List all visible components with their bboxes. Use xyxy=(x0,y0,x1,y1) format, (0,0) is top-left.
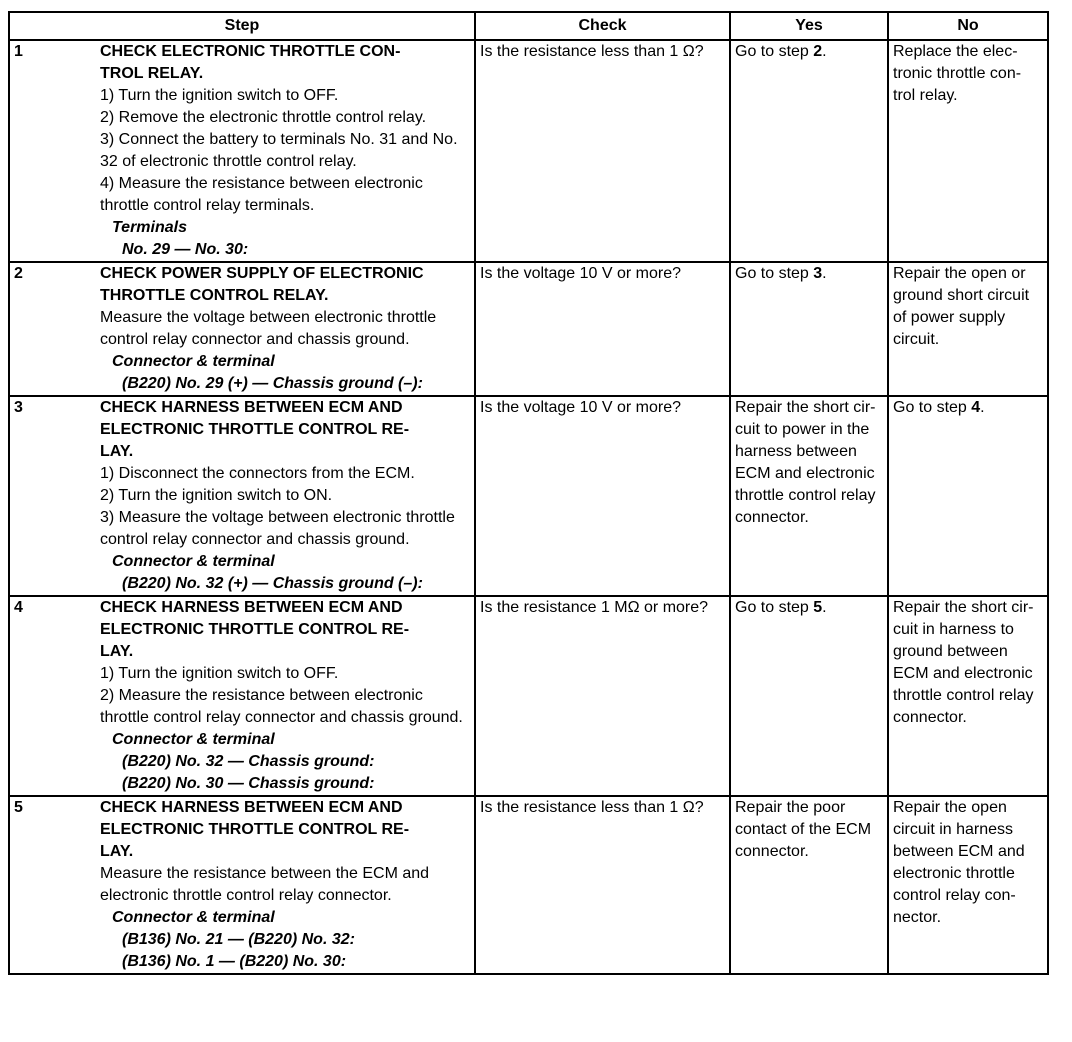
step-title: ELECTRONIC THROTTLE CONTROL RE- xyxy=(100,421,410,438)
step-number: 3 xyxy=(14,399,23,416)
yes-step-ref: 2 xyxy=(813,43,823,60)
yes-cell xyxy=(730,396,888,596)
no-suffix: . xyxy=(980,399,985,416)
step-title: THROTTLE CONTROL RELAY. xyxy=(100,287,329,304)
step-title: LAY. xyxy=(100,643,134,660)
yes-text: Repair the poor contact of the ECM connector. xyxy=(735,799,872,860)
yes-text: Go to step xyxy=(735,599,814,616)
yes-text: Repair the short cir-cuit to power in the harness between ECM and electronic throttle control relay connector. xyxy=(735,399,876,526)
step-title: CHECK HARNESS BETWEEN ECM AND xyxy=(100,399,403,416)
header-no: No xyxy=(888,12,1048,40)
step-number: 5 xyxy=(14,799,23,816)
yes-step-ref: 5 xyxy=(813,599,823,616)
step-instruction: 3) Connect the battery to terminals No. 31 and No. 32 of electronic throttle control relay. xyxy=(100,131,458,170)
step-instruction: 1) Turn the ignition switch to OFF. xyxy=(100,87,339,104)
step-title: ELECTRONIC THROTTLE CONTROL RE- xyxy=(100,821,410,838)
no-step-ref: 4 xyxy=(971,399,981,416)
header-step: Step xyxy=(9,12,475,40)
yes-cell xyxy=(730,796,888,974)
spec-terminal: (B136) No. 1 — (B220) No. 30: xyxy=(122,953,347,970)
spec-terminal: (B220) No. 29 (+) — Chassis ground (–): xyxy=(122,375,423,392)
step-cell xyxy=(9,396,475,596)
yes-suffix: . xyxy=(822,265,827,282)
step-instruction: 4) Measure the resistance between electronic throttle control relay terminals. xyxy=(100,175,423,214)
spec-terminal: (B136) No. 21 — (B220) No. 32: xyxy=(122,931,355,948)
step-title: ELECTRONIC THROTTLE CONTROL RE- xyxy=(100,621,410,638)
step-cell xyxy=(9,262,475,396)
yes-cell xyxy=(730,596,888,796)
spec-heading: Connector & terminal xyxy=(112,731,275,748)
step-title: CHECK HARNESS BETWEEN ECM AND xyxy=(100,599,403,616)
table-body xyxy=(9,40,1048,974)
yes-cell xyxy=(730,40,888,262)
no-text: Replace the elec-tronic throttle con-trol relay. xyxy=(893,43,1022,104)
no-text: Go to step xyxy=(893,399,972,416)
yes-step-ref: 3 xyxy=(813,265,823,282)
spec-heading: Connector & terminal xyxy=(112,553,275,570)
yes-text: Go to step xyxy=(735,43,814,60)
header-check: Check xyxy=(475,12,730,40)
no-cell xyxy=(888,262,1048,396)
table-row xyxy=(9,796,1048,974)
step-title: CHECK HARNESS BETWEEN ECM AND xyxy=(100,799,403,816)
table-row xyxy=(9,396,1048,596)
step-instruction: 3) Measure the voltage between electronic throttle control relay connector and chassis ground. xyxy=(100,509,455,548)
yes-cell xyxy=(730,262,888,396)
no-cell xyxy=(888,596,1048,796)
step-instruction: 1) Turn the ignition switch to OFF. xyxy=(100,665,339,682)
step-cell xyxy=(9,796,475,974)
yes-suffix: . xyxy=(822,43,827,60)
check-cell: Is the voltage 10 V or more? xyxy=(475,396,730,596)
step-number: 1 xyxy=(14,43,23,60)
step-cell xyxy=(9,596,475,796)
no-text: Repair the short cir-cuit in harness to ground between ECM and electronic throttle control relay connector. xyxy=(893,599,1034,726)
spec-heading: Connector & terminal xyxy=(112,909,275,926)
header-row xyxy=(9,12,1048,40)
step-title: CHECK POWER SUPPLY OF ELECTRONIC xyxy=(100,265,424,282)
table-row xyxy=(9,40,1048,262)
spec-terminal: No. 29 — No. 30: xyxy=(122,241,249,258)
header-yes: Yes xyxy=(730,12,888,40)
check-cell: Is the voltage 10 V or more? xyxy=(475,262,730,396)
table-row xyxy=(9,596,1048,796)
yes-suffix: . xyxy=(822,599,827,616)
spec-terminal: (B220) No. 30 — Chassis ground: xyxy=(122,775,375,792)
spec-terminal: (B220) No. 32 (+) — Chassis ground (–): xyxy=(122,575,423,592)
check-cell: Is the resistance 1 MΩ or more? xyxy=(475,596,730,796)
step-instruction: Measure the resistance between the ECM and electronic throttle control relay connector. xyxy=(100,865,430,904)
no-text: Repair the open circuit in harness between ECM and electronic throttle control relay con-nector. xyxy=(893,799,1025,926)
spec-terminal: (B220) No. 32 — Chassis ground: xyxy=(122,753,375,770)
step-title: LAY. xyxy=(100,443,134,460)
step-cell xyxy=(9,40,475,262)
step-instruction: 2) Turn the ignition switch to ON. xyxy=(100,487,333,504)
step-instruction: 1) Disconnect the connectors from the ECM. xyxy=(100,465,415,482)
diagnostic-table xyxy=(8,11,1049,975)
step-number: 4 xyxy=(14,599,23,616)
no-text: Repair the open or ground short circuit of power supply circuit. xyxy=(893,265,1030,348)
yes-text: Go to step xyxy=(735,265,814,282)
check-cell: Is the resistance less than 1 Ω? xyxy=(475,40,730,262)
step-instruction: 2) Measure the resistance between electronic throttle control relay connector and chassis ground. xyxy=(100,687,463,726)
check-cell: Is the resistance less than 1 Ω? xyxy=(475,796,730,974)
no-cell xyxy=(888,40,1048,262)
spec-heading: Terminals xyxy=(112,219,187,236)
step-number: 2 xyxy=(14,265,23,282)
step-title: TROL RELAY. xyxy=(100,65,204,82)
step-instruction: Measure the voltage between electronic throttle control relay connector and chassis ground. xyxy=(100,309,437,348)
no-cell xyxy=(888,396,1048,596)
step-title: LAY. xyxy=(100,843,134,860)
step-instruction: 2) Remove the electronic throttle control relay. xyxy=(100,109,427,126)
step-title: CHECK ELECTRONIC THROTTLE CON- xyxy=(100,43,401,60)
spec-heading: Connector & terminal xyxy=(112,353,275,370)
no-cell xyxy=(888,796,1048,974)
table-row xyxy=(9,262,1048,396)
